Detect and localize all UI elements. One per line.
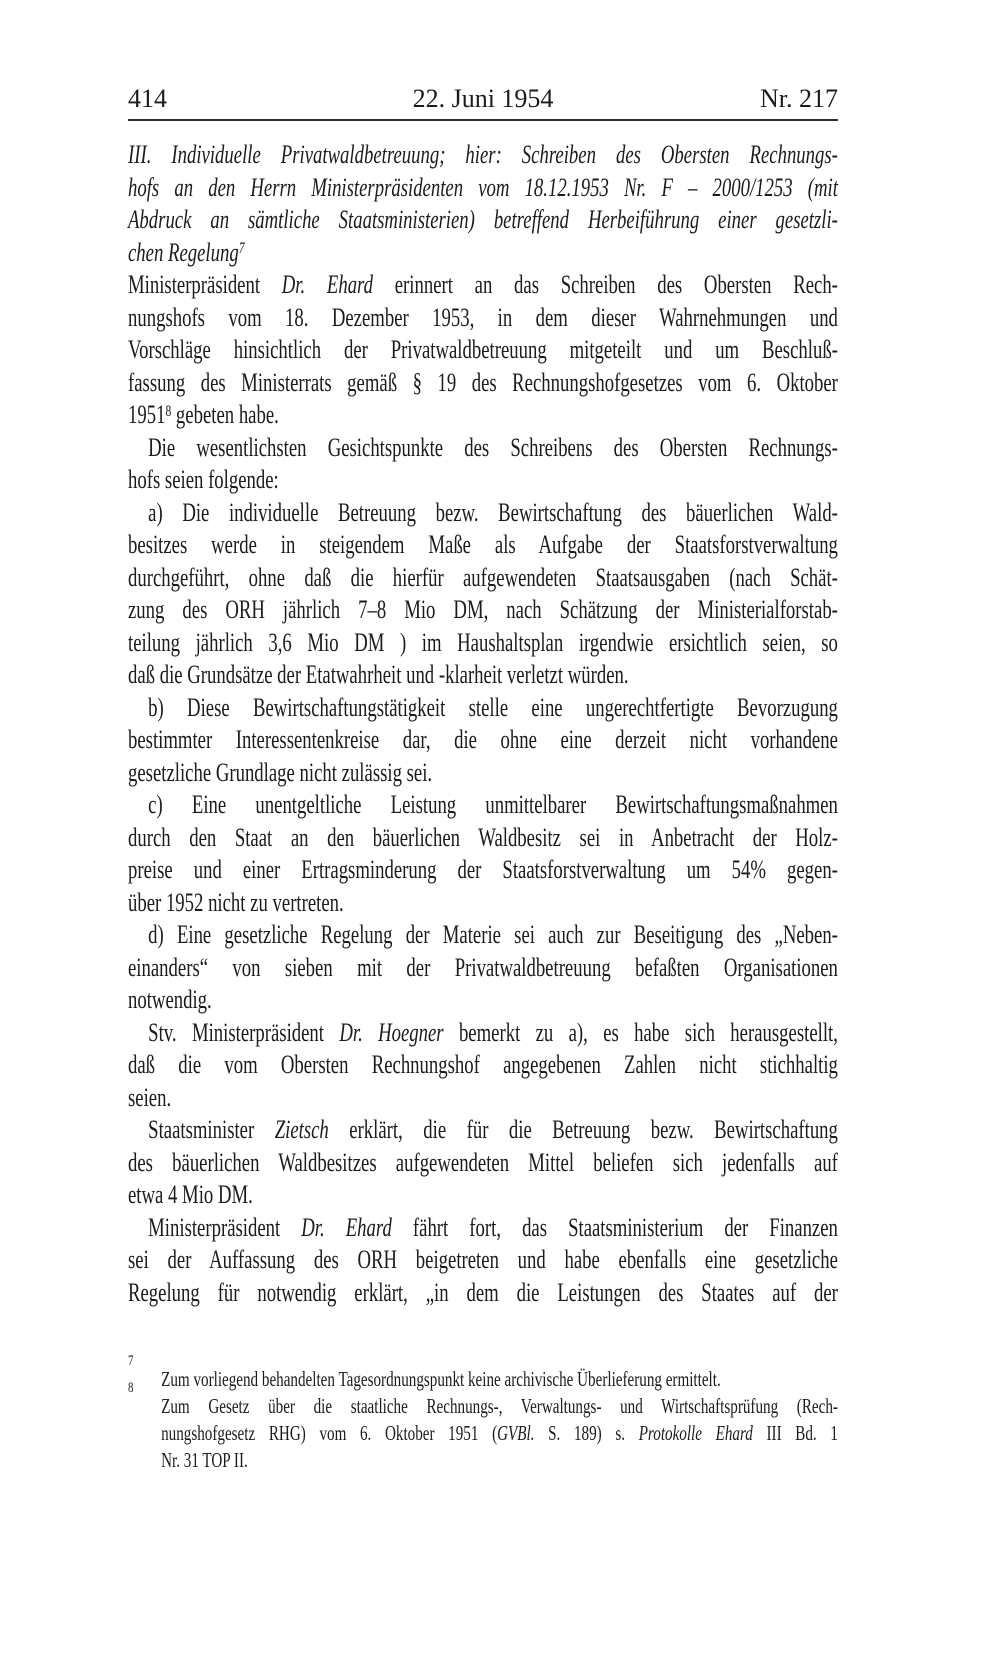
- text-line: [128, 854, 838, 887]
- text-run: Zum Gesetz über die staatliche Rechnungs-, Verwaltungs- und Wirtschaftsprüfung (Rech-: [161, 1394, 838, 1418]
- text-run: sei der Auffassung des ORH beigetreten und habe ebenfalls eine gesetzliche: [128, 1245, 838, 1274]
- text-line: [128, 432, 838, 465]
- paragraph-item-b: [128, 692, 838, 790]
- footnote: [128, 1352, 838, 1393]
- text-run: durch den Staat an den bäuerlichen Waldbesitz sei in Anbetracht der Holz-: [128, 822, 838, 852]
- text-line: [128, 1017, 838, 1050]
- text-run: bemerkt zu a), es habe sich herausgestellt,: [443, 1017, 838, 1047]
- text-line: [128, 659, 838, 692]
- body-text: [128, 139, 838, 1309]
- text-run: gebeten habe.: [171, 400, 279, 429]
- paragraph-gesichtspunkte: [128, 432, 838, 497]
- text-line: [128, 1244, 838, 1277]
- text-line: [128, 139, 838, 172]
- text-line: [128, 269, 838, 302]
- text-run: III Bd. 1: [752, 1421, 838, 1445]
- header-issue-number: Nr. 217: [760, 84, 838, 113]
- topic-heading: [128, 139, 838, 269]
- paragraph-ehard-2: [128, 1212, 838, 1310]
- text-column: [128, 0, 838, 1474]
- text-run: erklärt, die für die Betreuung bezw. Bewirtschaftung: [328, 1115, 838, 1144]
- text-line: [128, 399, 838, 432]
- text-run: durchgeführt, ohne daß die hierfür aufgewendeten Staatsausgaben (nach Schät-: [128, 562, 838, 592]
- italic-text-run: Protokolle Ehard: [638, 1421, 753, 1445]
- footnote-reference: 7: [238, 240, 245, 258]
- text-run: des bäuerlichen Waldbesitzes aufgewendeten Mittel beliefen sich jedenfalls auf: [128, 1147, 838, 1177]
- text-run: fassung des Ministerrats gemäß § 19 des Rechnungshofgesetzes vom 6. Oktober: [128, 367, 838, 397]
- paragraph-hoegner: [128, 1017, 838, 1115]
- text-run: nungshofgesetz RHG) vom 6. Oktober 1951 (: [161, 1421, 498, 1445]
- text-run: über 1952 nicht zu vertreten.: [128, 887, 344, 917]
- text-run: d) Eine gesetzliche Regelung der Materie sei auch zur Beseitigung des „Neben-: [148, 920, 838, 949]
- text-run: 1951: [128, 400, 166, 429]
- text-line: [128, 952, 838, 985]
- text-line: [128, 464, 838, 497]
- footnote-reference: 8: [165, 402, 172, 420]
- footnote-marker: 7: [128, 1352, 134, 1369]
- text-run: Ministerpräsident: [128, 270, 282, 299]
- footnotes: [128, 1352, 838, 1474]
- text-line: [128, 724, 838, 757]
- italic-text-run: Dr. Ehard: [301, 1212, 392, 1242]
- text-line: [128, 1147, 838, 1180]
- text-line: [128, 1082, 838, 1115]
- italic-text-run: Dr. Hoegner: [339, 1017, 444, 1047]
- text-line: [161, 1420, 838, 1447]
- paragraph-item-c: [128, 789, 838, 919]
- footnote-marker: 8: [128, 1379, 134, 1396]
- text-run: fährt fort, das Staatsministerium der Finanzen: [391, 1212, 838, 1242]
- text-run: Zum vorliegend behandelten Tagesordnungspunkt keine archivische Überlieferung ermittelt.: [161, 1367, 721, 1391]
- text-run: nungshofs vom 18. Dezember 1953, in dem dieser Wahrnehmungen und: [128, 302, 838, 332]
- italic-text-run: GVBl.: [497, 1421, 535, 1445]
- text-line: [128, 692, 838, 725]
- text-run: S. 189) s.: [534, 1421, 639, 1445]
- text-line: [128, 919, 838, 952]
- text-run: c) Eine unentgeltliche Leistung unmittelbarer Bewirtschaftungsmaßnahmen: [148, 790, 838, 819]
- text-run: III. Individuelle Privatwaldbetreuung; hier: Schreiben des Obersten Rechnungs-: [128, 140, 838, 169]
- text-run: Stv. Ministerpräsident: [148, 1017, 340, 1047]
- text-run: etwa 4 Mio DM.: [128, 1180, 253, 1209]
- text-line: [161, 1393, 838, 1420]
- text-run: Die wesentlichsten Gesichtspunkte des Schreibens des Obersten Rechnungs-: [148, 432, 838, 462]
- text-run: gesetzliche Grundlage nicht zulässig sei.: [128, 757, 433, 787]
- text-run: Regelung für notwendig erklärt, „in dem die Leistungen des Staates auf der: [128, 1277, 838, 1307]
- header-date: 22. Juni 1954: [412, 84, 554, 113]
- text-line: [128, 237, 838, 270]
- page-number: 414: [128, 84, 167, 113]
- text-line: [161, 1366, 838, 1393]
- text-line: [128, 529, 838, 562]
- page-header: [128, 84, 838, 121]
- text-run: a) Die individuelle Betreuung bezw. Bewirtschaftung des bäuerlichen Wald-: [148, 497, 838, 527]
- text-line: [128, 302, 838, 335]
- text-run: hofs an den Herrn Ministerpräsidenten vom 18.12.1953 Nr. F – 2000/1253 (mit: [128, 172, 838, 202]
- text-run: Nr. 31 TOP II.: [161, 1448, 248, 1472]
- text-line: [128, 1212, 838, 1245]
- text-line: [128, 1114, 838, 1147]
- text-run: daß die Grundsätze der Etatwahrheit und -klarheit verletzt würden.: [128, 660, 629, 689]
- text-run: notwendig.: [128, 985, 212, 1014]
- text-run: Ministerpräsident: [148, 1212, 302, 1242]
- text-line: [128, 594, 838, 627]
- text-run: preise und einer Ertragsminderung der Staatsforstverwaltung um 54% gegen-: [128, 855, 838, 884]
- text-run: daß die vom Obersten Rechnungshof angegebenen Zahlen nicht stichhaltig: [128, 1050, 838, 1079]
- text-run: erinnert an das Schreiben des Obersten Rech-: [373, 270, 838, 299]
- text-line: [128, 627, 838, 660]
- text-line: [128, 172, 838, 205]
- text-line: [128, 984, 838, 1017]
- footnote-text: [161, 1366, 838, 1393]
- text-line: [128, 757, 838, 790]
- text-run: chen Regelung: [128, 237, 239, 267]
- text-run: besitzes werde in steigendem Maße als Aufgabe der Staatsforstverwaltung: [128, 530, 838, 559]
- paragraph-item-a: [128, 497, 838, 692]
- text-run: hofs seien folgende:: [128, 465, 279, 494]
- text-line: [128, 334, 838, 367]
- paragraph-zietsch: [128, 1114, 838, 1212]
- text-run: Vorschläge hinsichtlich der Privatwaldbetreuung mitgeteilt und um Beschluß-: [128, 335, 838, 364]
- text-line: [128, 789, 838, 822]
- text-line: [128, 822, 838, 855]
- text-run: einanders“ von sieben mit der Privatwaldbetreuung befaßten Organisationen: [128, 952, 838, 982]
- text-run: Abdruck an sämtliche Staatsministerien) betreffend Herbeiführung einer gesetzli-: [128, 205, 838, 234]
- text-line: [128, 1277, 838, 1310]
- text-line: [128, 204, 838, 237]
- text-line: [128, 562, 838, 595]
- text-run: bestimmter Interessentenkreise dar, die ohne eine derzeit nicht vorhandene: [128, 725, 838, 754]
- text-run: teilung jährlich 3,6 Mio DM ) im Haushaltsplan irgendwie ersichtlich seien, so: [128, 627, 838, 657]
- text-run: Staatsminister: [148, 1115, 275, 1144]
- footnote-text: [161, 1393, 838, 1474]
- text-run: b) Diese Bewirtschaftungstätigkeit stelle eine ungerechtfertigte Bevorzugung: [148, 692, 838, 722]
- italic-text-run: Zietsch: [274, 1115, 329, 1144]
- text-line: [128, 497, 838, 530]
- text-line: [161, 1447, 838, 1474]
- text-run: zung des ORH jährlich 7–8 Mio DM, nach Schätzung der Ministerialforstab-: [128, 595, 838, 624]
- text-line: [128, 1049, 838, 1082]
- text-line: [128, 367, 838, 400]
- paragraph-ehard-1: [128, 269, 838, 432]
- text-line: [128, 1179, 838, 1212]
- text-run: seien.: [128, 1082, 172, 1112]
- italic-text-run: Dr. Ehard: [281, 270, 374, 299]
- text-line: [128, 887, 838, 920]
- paragraph-item-d: [128, 919, 838, 1017]
